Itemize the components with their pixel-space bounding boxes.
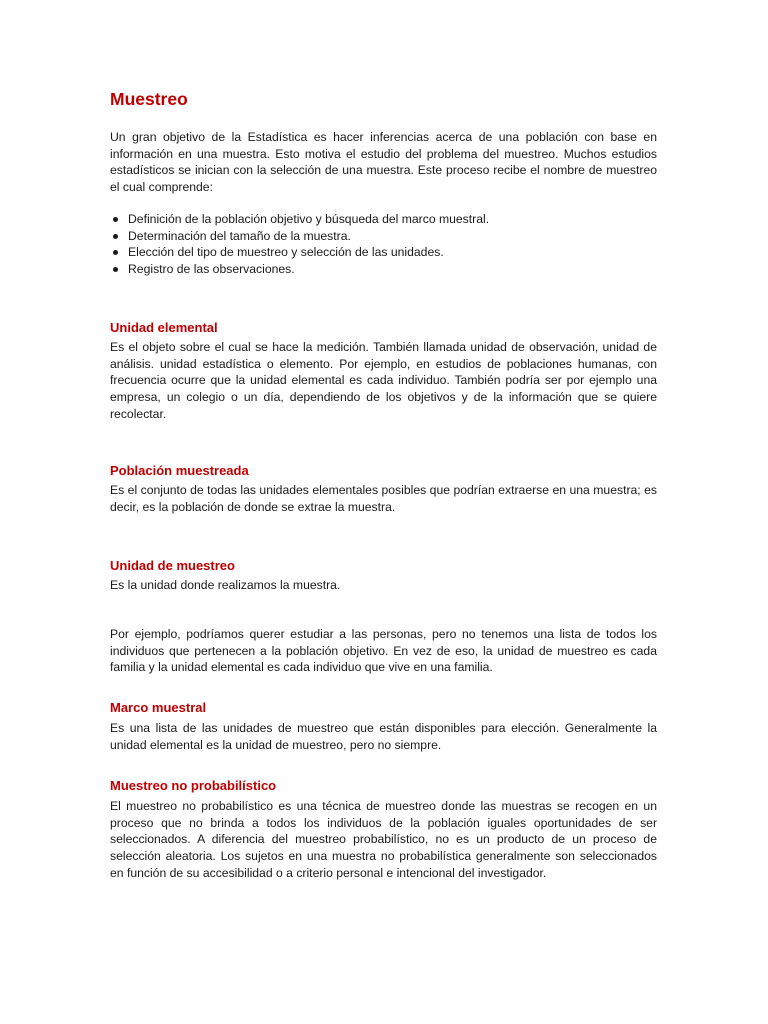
page-title: Muestreo	[110, 89, 188, 109]
list-item-text: Registro de las observaciones.	[128, 262, 295, 277]
paragraph-unidad-elemental: Es el objeto sobre el cual se hace la medición. También llamada unidad de observación, unidad de análisis. unidad estadística o elemento. Por ejemplo, en estudios de poblaciones humanas, con frecuencia ocurre que la unidad elemental es cada individuo. También podría ser por ejemplo una empresa, un colegio o un día, dependiendo de los objetivos y de la información que se quiere recolectar.	[110, 340, 657, 421]
heading-poblacion-muestreada: Población muestreada	[110, 463, 249, 478]
bullet-icon	[113, 217, 118, 222]
bullet-icon	[113, 267, 118, 272]
list-item-text: Elección del tipo de muestreo y selección de las unidades.	[128, 245, 444, 260]
process-steps-list	[110, 211, 657, 278]
paragraph-muestreo-no-probabilistico: El muestreo no probabilístico es una técnica de muestreo donde las muestras se recogen en un proceso que no brinda a todos los individuos de la población iguales oportunidades de ser seleccionados. A diferencia del muestreo probabilístico, no es un producto de un proceso de selección aleatoria. Los sujetos en una muestra no probabilística generalmente son seleccionados en función de su accesibilidad o a criterio personal e intencional del investigador.	[110, 799, 657, 880]
list-item	[110, 244, 657, 261]
bullet-icon	[113, 234, 118, 239]
heading-unidad-elemental: Unidad elemental	[110, 320, 218, 335]
bullet-icon	[113, 250, 118, 255]
heading-unidad-de-muestreo: Unidad de muestreo	[110, 558, 235, 573]
list-item-text: Definición de la población objetivo y búsqueda del marco muestral.	[128, 212, 490, 226]
list-item	[110, 228, 657, 245]
paragraph-unidad-de-muestreo: Es la unidad donde realizamos la muestra.	[110, 578, 341, 592]
list-item-text: Determinación del tamaño de la muestra.	[128, 228, 351, 243]
paragraph-poblacion-muestreada: Es el conjunto de todas las unidades elementales posibles que podrían extraerse en una muestra; es decir, es la población de donde se extrae la muestra.	[110, 483, 657, 514]
heading-muestreo-no-probabilistico: Muestreo no probabilístico	[110, 778, 277, 793]
heading-marco-muestral: Marco muestral	[110, 700, 207, 715]
intro-paragraph: Un gran objetivo de la Estadística es hacer inferencias acerca de una población con base en información en una muestra. Esto motiva el estudio del problema del muestreo. Muchos estudios estadísticos se inician con la selección de una muestra. Este proceso recibe el nombre de muestreo el cual comprende:	[110, 130, 657, 195]
paragraph-ejemplo-unidad-de-muestreo: Por ejemplo, podríamos querer estudiar a las personas, pero no tenemos una lista de todos los individuos que pertenecen a la población objetivo. En vez de eso, la unidad de muestreo es cada familia y la unidad elemental es cada individuo que vive en una familia.	[110, 627, 657, 675]
list-item	[110, 211, 657, 228]
paragraph-marco-muestral: Es una lista de las unidades de muestreo que están disponibles para elección. Generalmente la unidad elemental es la unidad de muestreo, pero no siempre.	[110, 721, 657, 752]
list-item	[110, 261, 657, 278]
